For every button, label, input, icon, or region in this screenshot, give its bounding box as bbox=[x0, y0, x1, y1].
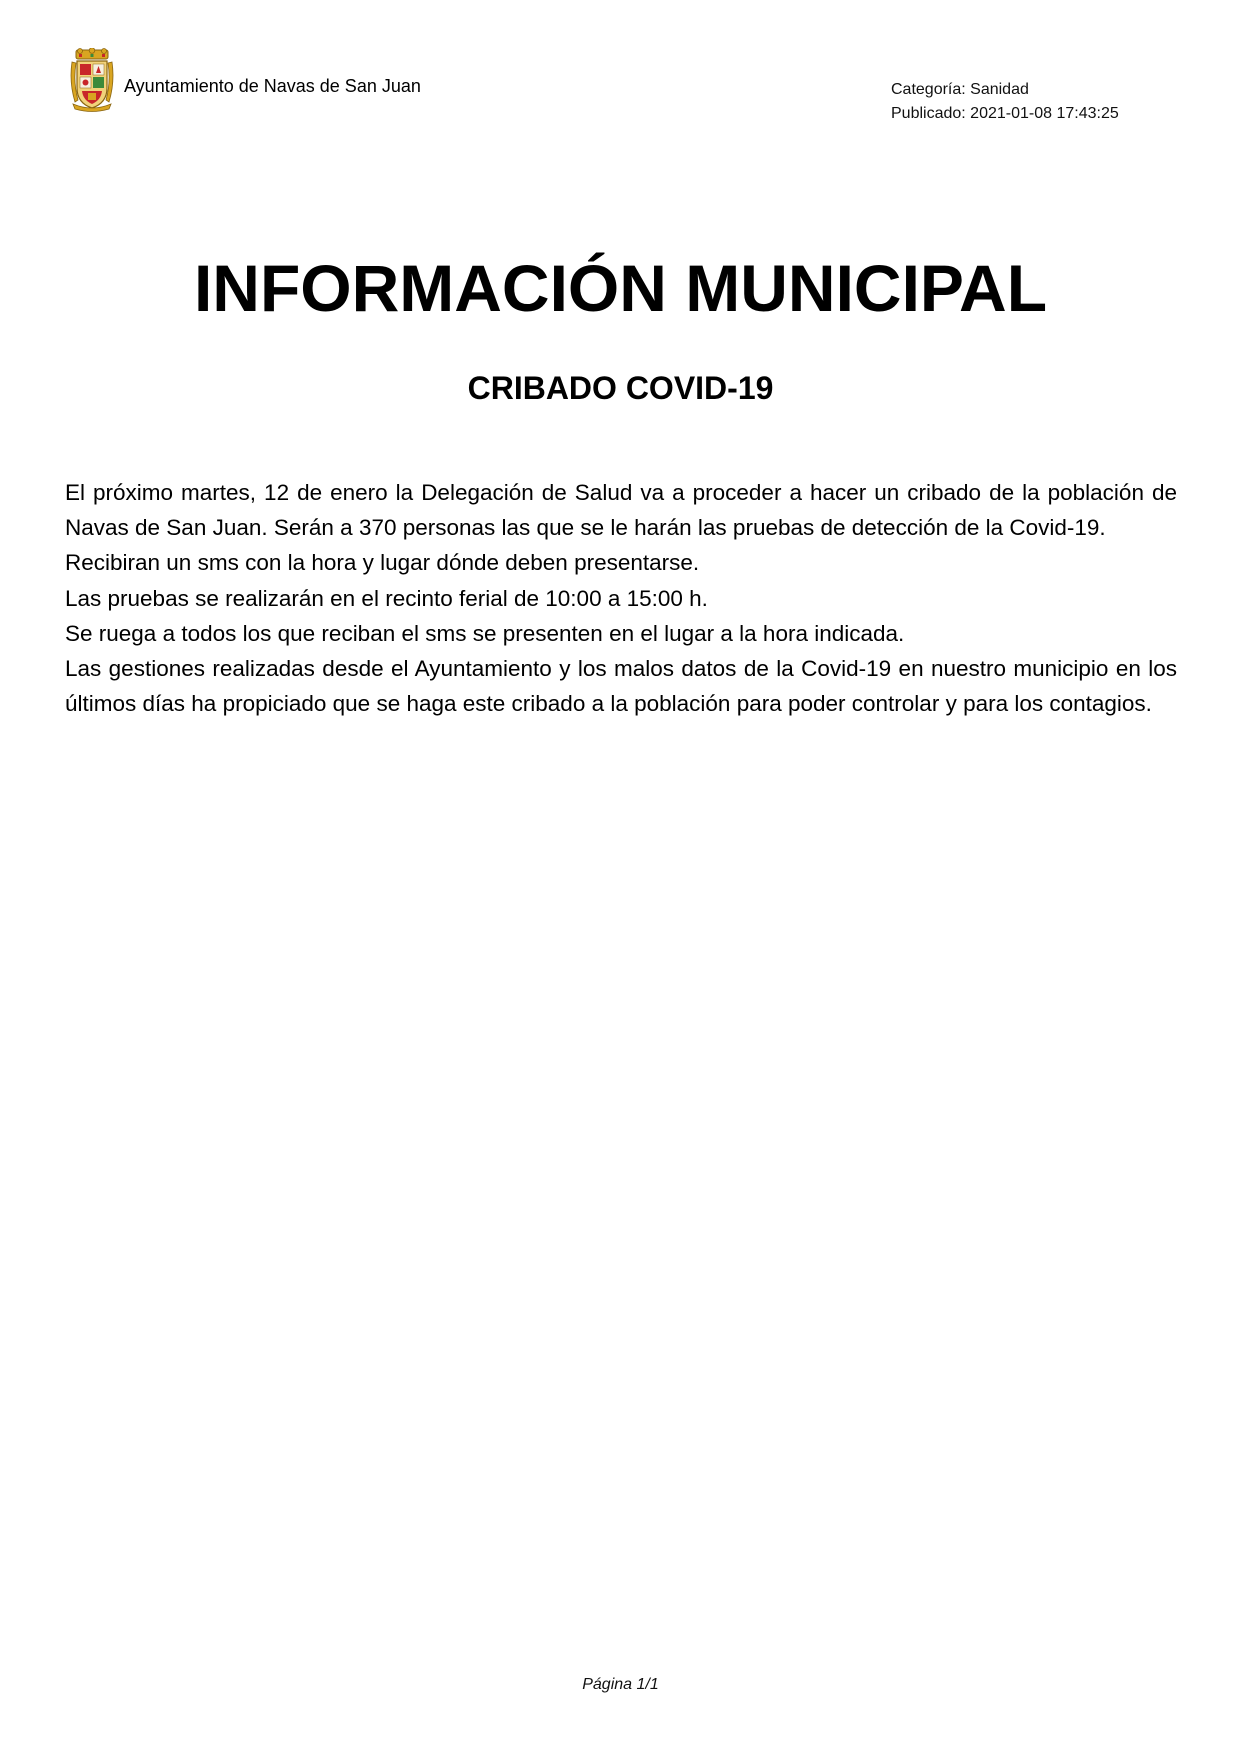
category-label: Categoría: Sanidad bbox=[891, 81, 1029, 98]
body-paragraph: Las gestiones realizadas desde el Ayuntamiento y los malos datos de la Covid-19 en nuestro municipio en los últimos días ha propiciado que se haga este cribado a la población para poder controlar y para los contagios. bbox=[65, 656, 1177, 717]
body-paragraph: Las pruebas se realizarán en el recinto ferial de 10:00 a 15:00 h. bbox=[65, 585, 708, 611]
document-meta bbox=[891, 78, 1119, 126]
page-subtitle: CRIBADO COVID-19 bbox=[467, 370, 774, 406]
coat-of-arms-icon bbox=[69, 48, 115, 112]
organization-name: Ayuntamiento de Navas de San Juan bbox=[124, 76, 421, 96]
document-body bbox=[65, 475, 1177, 721]
body-paragraph: El próximo martes, 12 de enero la Delegación de Salud va a proceder a hacer un cribado de la población de Navas de San Juan. Serán a 370 personas las que se le harán las pruebas de detección de la Covid-19. bbox=[65, 480, 1177, 541]
page-title: INFORMACIÓN MUNICIPAL bbox=[193, 251, 1048, 325]
published-date: Publicado: 2021-01-08 17:43:25 bbox=[891, 105, 1119, 122]
page-header bbox=[0, 0, 1241, 140]
body-paragraph: Se ruega a todos los que reciban el sms se presenten en el lugar a la hora indicada. bbox=[65, 620, 905, 646]
page-number: Página 1/1 bbox=[582, 1676, 659, 1693]
body-paragraph: Recibiran un sms con la hora y lugar dónde deben presentarse. bbox=[65, 550, 700, 576]
